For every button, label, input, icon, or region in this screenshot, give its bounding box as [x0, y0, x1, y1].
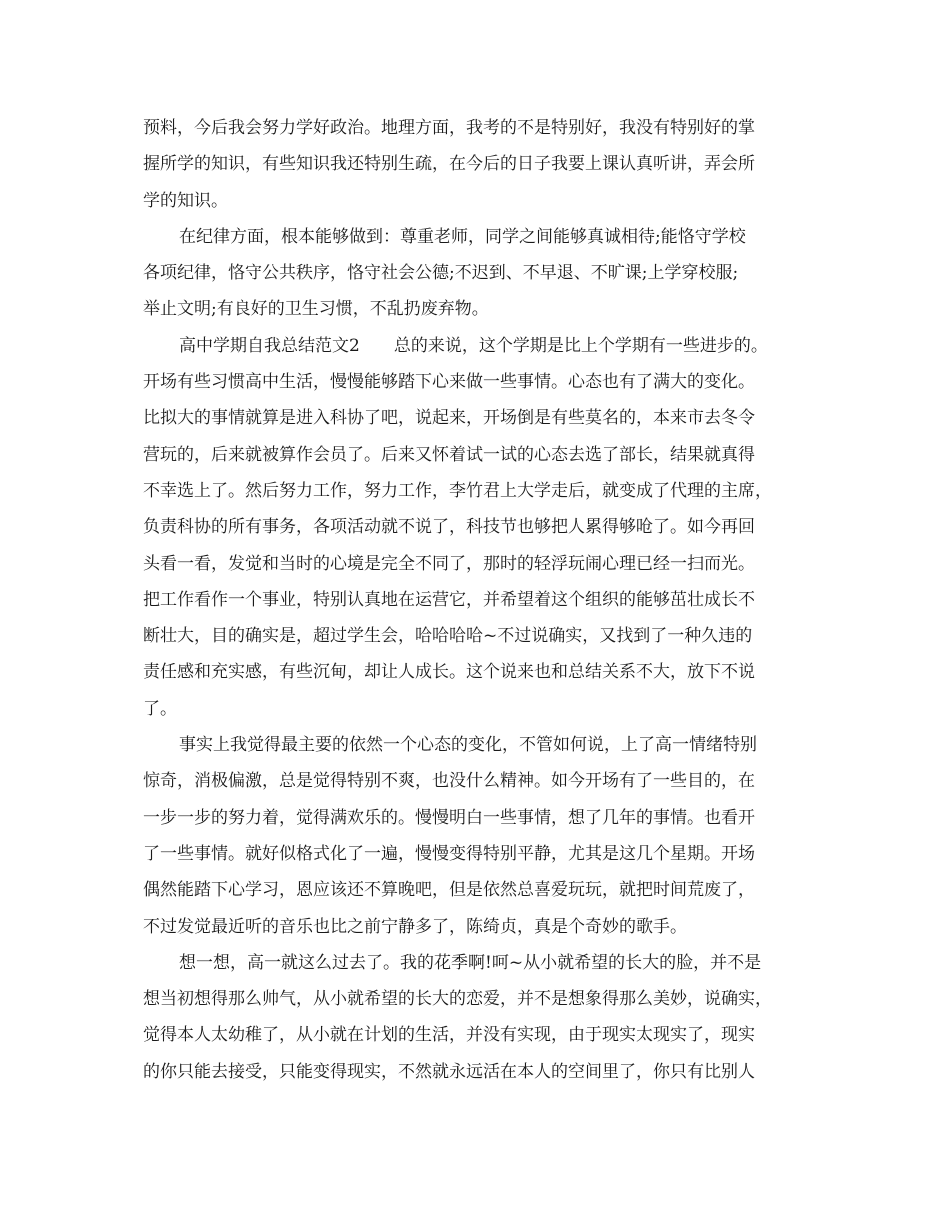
text-line: 学的知识。: [143, 190, 228, 211]
text-line: 不幸选上了。然后努力工作，努力工作，李竹君上大学走后，就变成了代理的主席，: [143, 480, 772, 501]
text-line: 责任感和充实感，有些沉甸，却让人成长。这个说来也和总结关系不大，放下不说: [143, 662, 755, 683]
text-line: 头看一看，发觉和当时的心境是完全不同了，那时的轻浮玩闹心理已经一扫而光。: [143, 553, 755, 574]
text-line: 负责科协的所有事务，各项活动就不说了，科技节也够把人累得够呛了。如今再回: [143, 517, 755, 538]
text-line: 一步一步的努力着，觉得满欢乐的。慢慢明白一些事情，想了几年的事情。也看开: [143, 807, 755, 828]
document-body: [143, 110, 815, 1090]
paragraph: [143, 219, 815, 328]
text-line: 惊奇，消极偏激，总是觉得特别不爽，也没什么精神。如今开场有了一些目的，在: [143, 771, 755, 792]
text-line: 想一想，高一就这么过去了。我的花季啊!呵~从小就希望的长大的脸，并不是: [179, 952, 762, 973]
text-line: 了。: [143, 698, 177, 719]
text-line: 举止文明;有良好的卫生习惯，不乱扔废弃物。: [143, 299, 489, 320]
paragraph: [143, 945, 815, 1090]
paragraph: [143, 727, 815, 945]
text-line: 把工作看作一个事业，特别认真地在运营它，并希望着这个组织的能够茁壮成长不: [143, 589, 755, 610]
text-line: 断壮大，目的确实是，超过学生会，哈哈哈哈~不过说确实，又找到了一种久违的: [143, 626, 753, 647]
text-line: 的你只能去接受，只能变得现实，不然就永远活在本人的空间里了，你只有比别人: [143, 1061, 755, 1082]
text-line: 各项纪律，恪守公共秩序，恪守社会公德;不迟到、不早退、不旷课;上学穿校服;: [143, 263, 739, 284]
text-line: 握所学的知识，有些知识我还特别生疏，在今后的日子我要上课认真听讲，弄会所: [143, 154, 755, 175]
text-line: 不过发觉最近听的音乐也比之前宁静多了，陈绮贞，真是个奇妙的歌手。: [143, 916, 687, 937]
text-line: 预料，今后我会努力学好政治。地理方面，我考的不是特别好，我没有特别好的掌: [143, 118, 755, 138]
text-line: 高中学期自我总结范文2 总的来说，这个学期是比上个学期有一些进步的。: [179, 335, 768, 356]
text-line: 开场有些习惯高中生活，慢慢能够踏下心来做一些事情。心态也有了满大的变化。: [143, 372, 755, 393]
text-line: 了一些事情。就好似格式化了一遍，慢慢变得特别平静，尤其是这几个星期。开场: [143, 843, 755, 864]
text-line: 偶然能踏下心学习，恩应该还不算晚吧，但是依然总喜爱玩玩，就把时间荒废了，: [143, 880, 755, 901]
paragraph: [143, 110, 815, 219]
text-line: 觉得本人太幼稚了，从小就在计划的生活，并没有实现，由于现实太现实了，现实: [143, 1025, 755, 1046]
text-line: 比拟大的事情就算是进入科协了吧，说起来，开场倒是有些莫名的，本来市去冬令: [143, 408, 755, 429]
text-line: 事实上我觉得最主要的依然一个心态的变化，不管如何说，上了高一情绪特别: [179, 735, 757, 756]
paragraph: [143, 328, 815, 727]
text-line: 想当初想得那么帅气，从小就希望的长大的恋爱，并不是想象得那么美妙，说确实，: [143, 989, 772, 1010]
text-line: 营玩的，后来就被算作会员了。后来又怀着试一试的心态去选了部长，结果就真得: [143, 444, 755, 465]
text-line: 在纪律方面，根本能够做到：尊重老师，同学之间能够真诚相待;能恪守学校: [179, 226, 746, 247]
